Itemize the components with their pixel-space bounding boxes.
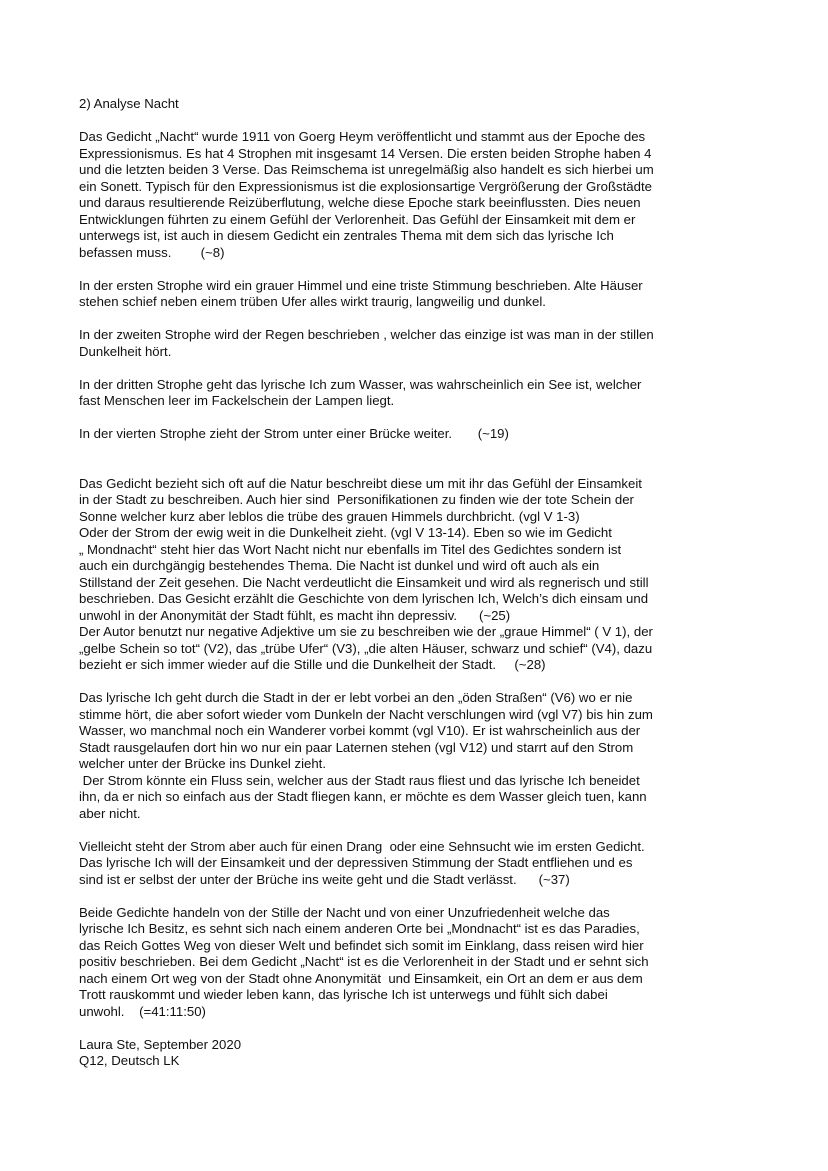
- paragraph-line: Oder der Strom der ewig weit in die Dunkelheit zieht. (vgl V 13-14). Eben so wie im Gedicht: [79, 525, 612, 540]
- paragraph-line: Wasser, wo manchmal noch ein Wanderer vorbei kommt (vgl V10). Er ist wahrscheinlich aus der: [79, 723, 641, 738]
- paragraph-line: In der ersten Strophe wird ein grauer Himmel und eine triste Stimmung beschrieben. Alte Häuser: [79, 277, 643, 293]
- document-page: [79, 96, 759, 1070]
- paragraph-line: „ Mondnacht“ steht hier das Wort Nacht nicht nur ebenfalls im Titel des Gedichtes sondern ist: [79, 541, 622, 557]
- paragraph-line: unwohl in der Anonymität der Stadt fühlt, es macht ihn depressiv. (~25): [79, 607, 511, 623]
- paragraph-line: welcher unter der Brücke ins Dunkel zieht.: [79, 756, 327, 771]
- paragraph-line: Sonne welcher kurz aber leblos die trübe des grauen Himmels durchbricht. (vgl V 1-3): [79, 508, 580, 524]
- paragraph-line: auch ein durchgängig bestehendes Thema. Die Nacht ist dunkel und wird oft auch als ein: [79, 558, 600, 573]
- paragraph-line: das Reich Gottes Weg von dieser Welt und befindet sich somit im Einklang, dass reisen wird hier: [79, 937, 644, 953]
- paragraph-line: Das Gedicht bezieht sich oft auf die Natur beschreibt diese um mit ihr das Gefühl der Einsamkeit: [79, 475, 642, 491]
- paragraph-line: in der Stadt zu beschreiben. Auch hier sind Personifikationen zu finden wie der tote Schein der: [79, 492, 634, 507]
- paragraph-line: und daraus resultierende Reizüberflutung, welche diese Epoche stark beeinflussten. Dies neuen: [79, 195, 641, 210]
- paragraph-line: Expressionismus. Es hat 4 Strophen mit insgesamt 14 Versen. Die ersten beiden Strophe haben 4: [79, 145, 652, 161]
- paragraph-line: Stadt rausgelaufen dort hin wo nur ein paar Laternen stehen (vgl V12) und starrt auf den Strom: [79, 739, 634, 755]
- paragraph-line: Vielleicht steht der Strom aber auch für einen Drang oder eine Sehnsucht wie im ersten Gedicht.: [79, 838, 645, 854]
- paragraph-fourth-stanza: [79, 426, 759, 443]
- paragraph-line: fast Menschen leer im Fackelschein der Lampen liegt.: [79, 393, 395, 408]
- paragraph-line: Das lyrische Ich will der Einsamkeit und der depressiven Stimmung der Stadt entfliehen und es: [79, 855, 633, 870]
- paragraph-line: stehen schief neben einem trüben Ufer alles wirkt traurig, langweilig und dunkel.: [79, 294, 546, 309]
- paragraph-line: In der zweiten Strophe wird der Regen beschrieben , welcher das einzige ist was man in der stillen: [79, 327, 654, 342]
- signature-author-date: Laura Ste, September 2020: [79, 1036, 242, 1052]
- paragraph-line: positiv beschrieben. Bei dem Gedicht „Nacht“ ist es die Verlorenheit in der Stadt und er sehnt sich: [79, 954, 649, 969]
- paragraph-line: und die letzten beiden 3 Verse. Das Reimschema ist unregelmäßig also handelt es sich hierbei um: [79, 162, 654, 177]
- paragraph-line: „gelbe Schein so tot“ (V2), das „trübe Ufer“ (V3), „die alten Häuser, schwarz und schief“ (V4), dazu: [79, 640, 653, 656]
- paragraph-line: Stillstand der Zeit gesehen. Die Nacht verdeutlicht die Einsamkeit und wird als regnerisch und still: [79, 574, 649, 590]
- paragraph-line: Der Strom könnte ein Fluss sein, welcher aus der Stadt raus fliest und das lyrische Ich beneidet: [79, 772, 640, 788]
- document-heading: 2) Analyse Nacht: [79, 96, 179, 111]
- paragraph-line: ihn, da er nich so einfach aus der Stadt fliegen kann, er möchte es dem Wasser gleich tuen, kann: [79, 789, 647, 804]
- paragraph-third-stanza: [79, 377, 759, 410]
- paragraph-line: Der Autor benutzt nur negative Adjektive um sie zu beschreiben wie der „graue Himmel“ ( V 1), der: [79, 624, 653, 639]
- paragraph-line: beschrieben. Das Gesicht erzählt die Geschichte von dem lyrischen Ich, Welch’s dich einsam und: [79, 591, 649, 606]
- paragraph-comparison: [79, 905, 759, 1021]
- paragraph-line: In der dritten Strophe geht das lyrische Ich zum Wasser, was wahrscheinlich ein See ist, welcher: [79, 376, 642, 392]
- paragraph-line: unterwegs ist, ist auch in diesem Gedicht ein zentrales Thema mit dem sich das lyrische Ich: [79, 228, 614, 243]
- paragraph-nature-and-adjectives: [79, 476, 759, 674]
- paragraph-line: befassen muss. (~8): [79, 244, 225, 260]
- paragraph-line: stimme hört, die aber sofort wieder vom Dunkeln der Nacht verschlungen wird (vgl V7) bis hin zum: [79, 706, 653, 722]
- paragraph-line: Das lyrische Ich geht durch die Stadt in der er lebt vorbei an den „öden Straßen“ (V6) wo er nie: [79, 690, 633, 705]
- paragraph-line: Entwicklungen führten zu einem Gefühl der Verlorenheit. Das Gefühl der Einsamkeit mit dem er: [79, 211, 636, 227]
- paragraph-longing: [79, 839, 759, 889]
- paragraph-line: Trott rauskommt und wieder leben kann, das lyrische Ich ist unterwegs und fühlt sich dabei: [79, 987, 608, 1002]
- paragraph-line: Das Gedicht „Nacht“ wurde 1911 von Goerg Heym veröffentlicht und stammt aus der Epoche des: [79, 129, 646, 144]
- paragraph-second-stanza: [79, 327, 759, 360]
- paragraph-line: Beide Gedichte handeln von der Stille der Nacht und von einer Unzufriedenheit welche das: [79, 904, 610, 920]
- paragraph-introduction: [79, 129, 759, 261]
- paragraph-line: bezieht er sich immer wieder auf die Stille und die Dunkelheit der Stadt. (~28): [79, 657, 546, 672]
- paragraph-line: In der vierten Strophe zieht der Strom unter einer Brücke weiter. (~19): [79, 426, 509, 441]
- paragraph-line: aber nicht.: [79, 805, 141, 821]
- paragraph-line: nach einem Ort weg von der Stadt ohne Anonymität und Einsamkeit, ein Ort an dem er aus dem: [79, 970, 643, 986]
- paragraph-lyrical-self: [79, 690, 759, 822]
- signature-block: [79, 1037, 759, 1070]
- paragraph-line: ein Sonett. Typisch für den Expressionismus ist die explosionsartige Vergrößerung der Großstädte: [79, 178, 652, 194]
- paragraph-line: Dunkelheit hört.: [79, 343, 172, 359]
- paragraph-line: sind ist er selbst der unter der Brüche ins weite geht und die Stadt verlässt. (~37): [79, 871, 570, 887]
- paragraph-line: lyrische Ich Besitz, es sehnt sich nach einem anderen Orte bei „Mondnacht“ ist es das Paradies,: [79, 921, 640, 936]
- paragraph-first-stanza: [79, 278, 759, 311]
- signature-class-course: Q12, Deutsch LK: [79, 1053, 180, 1068]
- paragraph-line: unwohl. (=41:11:50): [79, 1003, 206, 1019]
